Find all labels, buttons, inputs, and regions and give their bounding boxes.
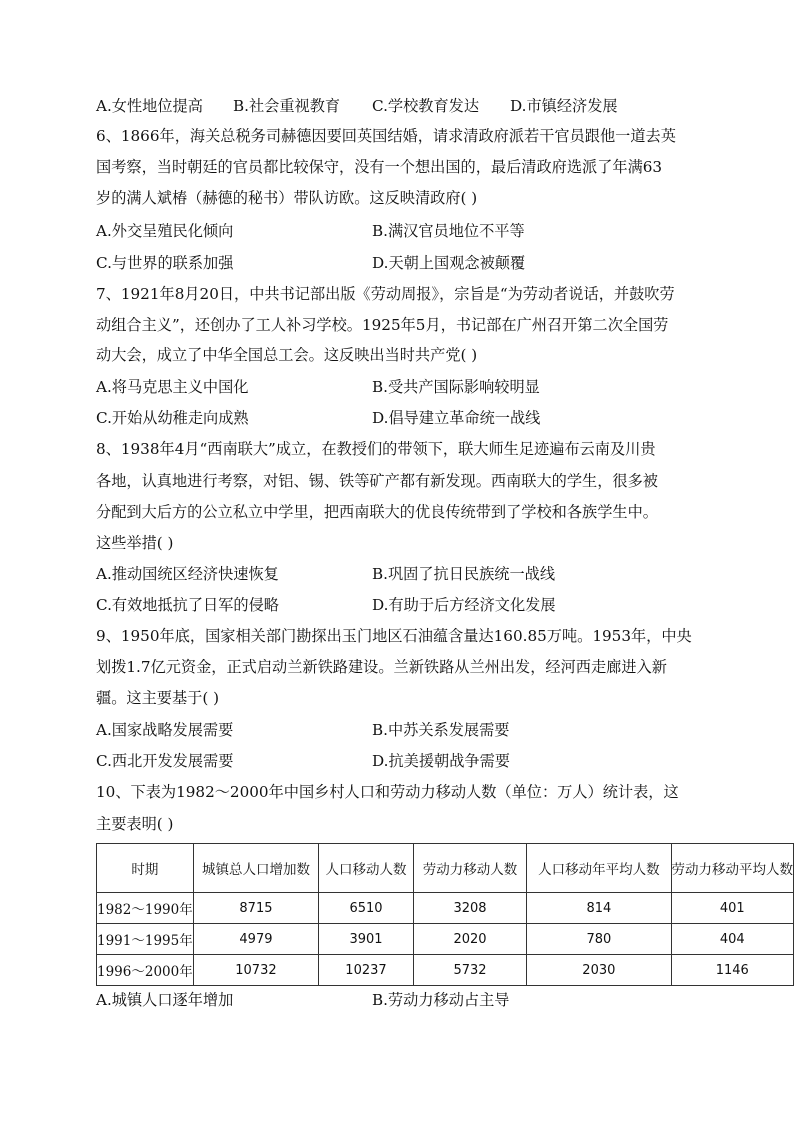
table-cell: 1991～1995年 [97,924,194,955]
q10-stem-line-1: 10、下表为1982～2000年中国乡村人口和劳动力移动人数（单位：万人）统计表，这 [96,783,679,801]
q7-option-a: A.将马克思主义中国化 [96,378,249,396]
table-cell: 10237 [319,955,414,986]
table-row [97,893,794,924]
q10-option-b: B.劳动力移动占主导 [372,991,510,1009]
table-cell: 404 [671,924,794,955]
table-cell: 1982～1990年 [97,893,194,924]
header-annual-population-migration: 人口移动年平均人数 [527,844,671,893]
q8-option-b: B.巩固了抗日民族统一战线 [372,565,556,583]
table-cell: 814 [527,893,671,924]
header-period: 时期 [97,844,194,893]
q9-stem-line-3: 疆。这主要基于( ) [96,689,219,707]
q6-option-b: B.满汉官员地位不平等 [372,222,525,240]
header-annual-labor-migration: 劳动力移动平均人数 [671,844,794,893]
table-cell: 6510 [319,893,414,924]
q9-option-d: D.抗美援朝战争需要 [372,752,510,770]
q8-stem-line-2: 各地，认真地进行考察，对铝、锡、铁等矿产都有新发现。西南联大的学生，很多被 [96,472,658,490]
q10-option-a: A.城镇人口逐年增加 [96,991,234,1009]
table-cell: 401 [671,893,794,924]
table-header-row [97,844,794,893]
table-cell: 2020 [413,924,526,955]
table-cell: 10732 [193,955,318,986]
q9-stem-line-1: 9、1950年底，国家相关部门勘探出玉门地区石油蕴含量达160.85万吨。1953年，中央 [96,627,692,645]
q6-stem-line-2: 国考察，当时朝廷的官员都比较保守，没有一个想出国的，最后清政府选派了年满63 [96,158,663,176]
q8-stem-line-4: 这些举措( ) [96,534,174,552]
table-cell: 4979 [193,924,318,955]
table-cell: 8715 [193,893,318,924]
q9-stem-line-2: 划拨1.7亿元资金，正式启动兰新铁路建设。兰新铁路从兰州出发，经河西走廊进入新 [96,658,667,676]
q9-option-c: C.西北开发发展需要 [96,752,234,770]
q6-stem-line-1: 6、1866年，海关总税务司赫德因要回英国结婚，请求清政府派若干官员跟他一道去英 [96,127,676,145]
q7-stem-line-2: 动组合主义”，还创办了工人补习学校。1925年5月，书记部在广州召开第二次全国劳 [96,316,669,334]
table-row [97,955,794,986]
table-cell: 3901 [319,924,414,955]
header-population-migration: 人口移动人数 [319,844,414,893]
q8-option-a: A.推动国统区经济快速恢复 [96,565,279,583]
table-row [97,924,794,955]
header-labor-migration: 劳动力移动人数 [413,844,526,893]
statistics-table [96,843,794,986]
q5-option-a: A.女性地位提高 [96,97,203,115]
table-cell: 1996～2000年 [97,955,194,986]
q9-option-a: A.国家战略发展需要 [96,721,234,739]
q6-option-c: C.与世界的联系加强 [96,254,234,272]
q7-stem-line-3: 动大会，成立了中华全国总工会。这反映出当时共产党( ) [96,346,478,364]
table-cell: 1146 [671,955,794,986]
q5-option-d: D.市镇经济发展 [510,97,618,115]
table-cell: 5732 [413,955,526,986]
table-cell: 3208 [413,893,526,924]
q10-stem-line-2: 主要表明( ) [96,815,174,833]
q6-option-d: D.天朝上国观念被颠覆 [372,254,526,272]
q8-option-c: C.有效地抵抗了日军的侵略 [96,596,279,614]
q5-option-c: C.学校教育发达 [372,97,480,115]
q8-stem-line-3: 分配到大后方的公立私立中学里，把西南联大的优良传统带到了学校和各族学生中。 [96,503,658,521]
q6-option-a: A.外交呈殖民化倾向 [96,222,234,240]
q8-stem-line-1: 8、1938年4月“西南联大”成立，在教授们的带领下，联大师生足迹遍布云南及川贵 [96,440,656,458]
q7-option-b: B.受共产国际影响较明显 [372,378,540,396]
q9-option-b: B.中苏关系发展需要 [372,721,510,739]
q5-option-b: B.社会重视教育 [233,97,341,115]
q7-option-d: D.倡导建立革命统一战线 [372,409,541,427]
header-urban-increase: 城镇总人口增加数 [193,844,318,893]
table-cell: 780 [527,924,671,955]
q7-stem-line-1: 7、1921年8月20日，中共书记部出版《劳动周报》，宗旨是“为劳动者说话，并鼓吹劳 [96,285,675,303]
q7-option-c: C.开始从幼稚走向成熟 [96,409,249,427]
table-cell: 2030 [527,955,671,986]
q6-stem-line-3: 岁的满人斌椿（赫德的秘书）带队访欧。这反映清政府( ) [96,189,478,207]
q8-option-d: D.有助于后方经济文化发展 [372,596,556,614]
